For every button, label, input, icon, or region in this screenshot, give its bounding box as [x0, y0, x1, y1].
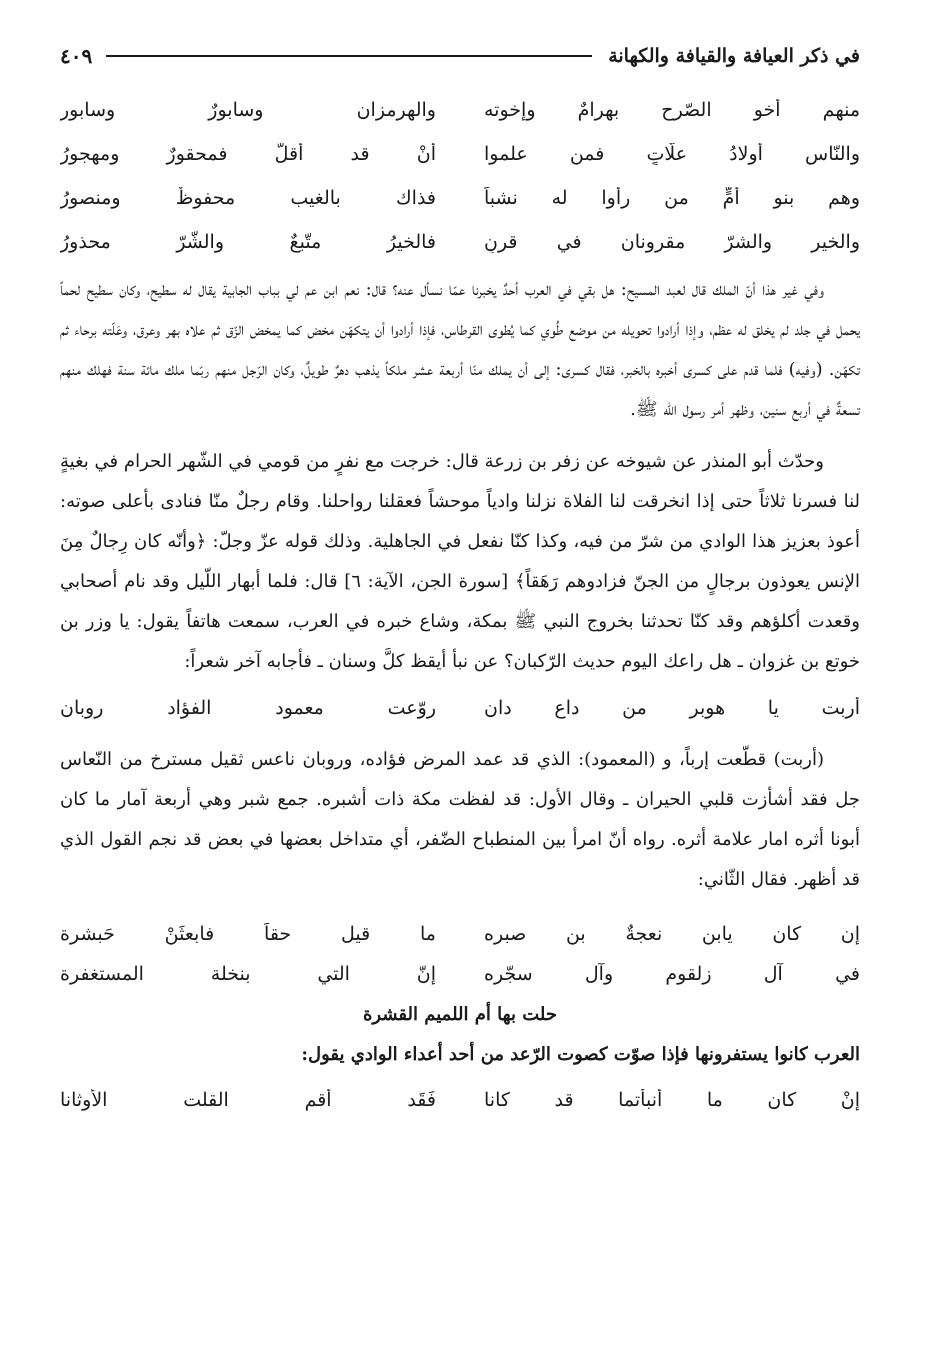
verse-line — [60, 914, 860, 954]
page-header — [60, 30, 860, 82]
verse-hemistich-right: إن كان يابن نعجةٌ بن صبره — [484, 923, 860, 945]
verse-hemistich-right: والخير والشرّ مقرونان في قرنٍ — [484, 231, 860, 253]
poem-top — [60, 88, 860, 264]
paragraph-glossary: (أربت) قطّعت إرباً، و (المعمود): الذي قد عمد المرض فؤاده، وروبان ناعس ثقيل مسترخ من النّعاس جل فقد أشأزت قلبي الحيران ـ وقال الأول: قد لفظت مكة ذات أشبره. جمع شبر وهي أربعة آمار ما كان أبونا أثره امار علامة أثره. رواه أنّ امرأ بين المنطباح الضّفر، أي متداخل بعضها في بعض قد نجم القول الذي قد أظهر. فقال الثّاني: — [60, 749, 860, 890]
page-number: ٤٠٩ — [60, 44, 93, 68]
verse-hemistich-left: روّعت معمود الفؤاد روبان — [60, 697, 436, 719]
verse-hemistich-left: فَقَد أقم القلت الأوثانا — [60, 1089, 436, 1111]
verse-line — [60, 220, 860, 264]
paragraph-abu-almundhir: وحدّث أبو المنذر عن شيوخه عن زفر بن زرعة قال: خرجت مع نفرٍ من قومي في الشّهر الحرام في بغيةٍ لنا فسرنا ثلاثاً حتى إذا انخرقت لنا الفلاة نزلنا وادياً موحشاً فعقلنا رواحلنا. وقام رجلٌ منّا فنادى بأعلى صوته: أعوذ بعزيز هذا الوادي من شرّ من فيه، وكذا كنّا نفعل في الجاهلية. وذلك قوله عزّ وجلّ: ﴿وأنّه كان رِجالٌ مِنَ الإنس يعوذون برجالٍ من الجنّ فزادوهم رَهَقاً﴾ [سورة الجن، الآية: ٦] قال: فلما أبهار اللّيل وقد نام أصحابي وقعدت أكلؤهم وقد كنّا تحدثنا بخروج النبي ﷺ بمكة، وشاع خبره في العرب، سمعت هاتفاً يقول: يا وزر بن خوتع بن غزوان ـ هل راعك اليوم حديث الرّكبان؟ عن نبأ أيقظ كلَّ وسنان ـ فأجابه آخر شعراً: — [60, 451, 860, 672]
poem-last — [60, 1080, 860, 1120]
verse-hemistich-right: منهم أخو الصّرح بهرامٌ وإخوته — [484, 99, 860, 121]
book-page — [60, 30, 860, 1330]
running-title: في ذكر العيافة والقيافة والكهانة — [608, 45, 860, 67]
verse-line — [60, 1080, 860, 1120]
poem-middle — [60, 688, 860, 728]
verse-hemistich-right: إنْ كان ما أنبأتما قد كانا — [484, 1089, 860, 1111]
verse-hemistich-right: وهم بنو أمٍّ من رأوا له نشباً — [484, 187, 860, 209]
verse-hemistich-right: في آل زلقومٍ وآل سجّره — [484, 963, 860, 985]
verse-hemistich-left: فذاك بالغيب محفوظٌ ومنصورُ — [60, 187, 436, 209]
verse-hemistich-right: أربت يا هوبر من داعٍ دان — [484, 697, 860, 719]
verse-line — [60, 132, 860, 176]
verse-hemistich-right: والنّاس أولادُ علّاتٍ فمن علموا — [484, 143, 860, 165]
verse-line — [60, 954, 860, 994]
verse-hemistich-left: والهرمزان وسابورٌ وسابور — [60, 99, 436, 121]
verse-hemistich-left: فالخيرُ متّبعٌ والشّرّ محذورُ — [60, 231, 436, 253]
verse-line — [60, 88, 860, 132]
header-rule — [106, 55, 592, 57]
centered-heading: حلت بها أم اللميم القشرة — [362, 1004, 558, 1025]
poem-bottom — [60, 914, 860, 994]
verse-hemistich-left: إنّ التي بنخلة المستغفرة — [60, 963, 436, 985]
bold-text-line: العرب كانوا يستفرونها فإذا صوّت كصوت الرّعد من أحد أعداء الوادي يقول: — [301, 1044, 860, 1065]
verse-hemistich-left: أنْ قد أقلَّ فمحقورٌ ومهجورُ — [60, 143, 436, 165]
paragraph-satih: وفي غير هذا أنّ الملك قال لعبد المسيح: هل بقي في العرب أحدٌ يخبرنا عمّا نسأل عنه؟ قال: نعم ابن عم لي بباب الجابية يقال له سطيح، وكان سطيح لحماً يحمل في جلد لم يخلق له عظم، وإذا أرادوا تحويله من موضع طُوي كما يُطوى القرطاس، فإذا أرادوا أن يتكهّن مخض كما يمخض الزّق ثم علاه بهر وعرق، وعَلّته برحاء ثم تكهّن. (وفيه) فلما قدم على كسرى أخبره بالخبر، فقال كسرى: إلى أن يملك منّا أربعة عشر ملكاً يذهب دهرٌ طويلٌ، وكان الرّجل منهم ربّما ملك مائة سنة فهلك منهم تسعةٌ في أربع سنين، وظهر أمر رسول الله ﷺ. — [60, 279, 860, 420]
verse-line — [60, 688, 860, 728]
verse-line — [60, 176, 860, 220]
verse-hemistich-left: ما قيل حقاً فابعثَنْ حَبشرة — [60, 923, 436, 945]
